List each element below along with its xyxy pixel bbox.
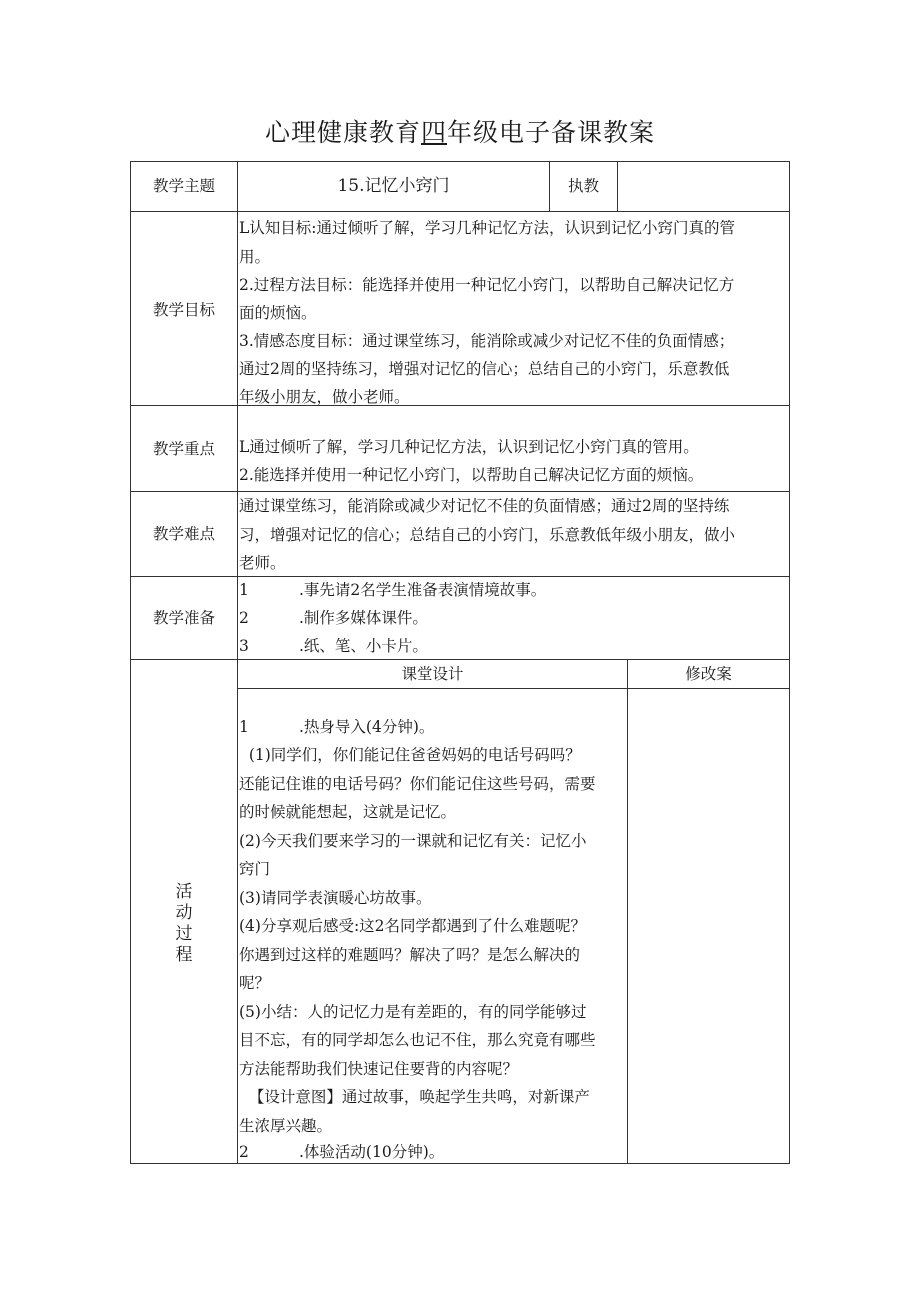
design-line: 还能记住谁的电话号码？你们能记住这些号码，需要 (239, 775, 596, 793)
step-heading: 2 .体验活动(10分钟)。 (239, 1143, 445, 1161)
design-line: 生浓厚兴趣。 (239, 1117, 333, 1135)
goals-line: 通过2周的坚持练习，增强对记忆的信心；总结自己的小窍门，乐意教低 (239, 360, 730, 378)
design-line: 方法能帮助我们快速记住要背的内容呢？ (239, 1060, 519, 1078)
goals-line: 3.情感态度目标：通过课堂练习，能消除或减少对记忆不佳的负面情感； (239, 332, 735, 350)
goals-line: 2.过程方法目标：能选择并使用一种记忆小窍门，以帮助自己解决记忆方 (239, 276, 735, 294)
step-heading: 1 .热身导入(4分钟)。 (239, 718, 435, 736)
goals-line: 年级小朋友，做小老师。 (239, 388, 410, 406)
design-line: 目不忘，有的同学却怎么也记不住，那么究竟有哪些 (239, 1031, 596, 1049)
topic-value: 15.记忆小窍门 (337, 176, 450, 196)
design-line: (2)今天我们要来学习的一课就和记忆有关：记忆小 (239, 832, 587, 850)
prep-label: 教学准备 (152, 609, 215, 627)
goals-line: L认知目标:通过倾听了解，学习几种记忆方法，认识到记忆小窍门真的管 (239, 219, 736, 237)
key-label: 教学重点 (152, 440, 215, 458)
topic-label: 教学主题 (152, 177, 215, 195)
design-line: 窍门 (239, 860, 271, 878)
page-title: 心理健康教育四年级电子备课教案 (264, 118, 656, 147)
key-line: L通过倾听了解，学习几种记忆方法，认识到记忆小窍门真的管用。 (239, 438, 699, 456)
design-line: 呢？ (239, 974, 271, 992)
prep-item: 2 .制作多媒体课件。 (239, 609, 428, 627)
design-line: (4)分享观后感受:这2名同学都遇到了什么难题呢？ (239, 917, 587, 935)
goals-label: 教学目标 (152, 301, 215, 319)
key-line: 2.能选择并使用一种记忆小窍门，以帮助自己解决记忆方面的烦恼。 (239, 466, 704, 484)
design-line: 【设计意图】通过故事，唤起学生共鸣，对新课产 (239, 1088, 590, 1106)
process-label: 活 动 过 程 (175, 882, 193, 965)
difficulty-line: 老师。 (239, 554, 286, 572)
prep-item: 3 .纸、笔、小卡片。 (239, 637, 428, 655)
revise-column-header: 修改案 (685, 665, 732, 683)
goals-line: 面的烦恼。 (239, 304, 317, 322)
difficulty-line: 通过课堂练习，能消除或减少对记忆不佳的负面情感；通过2周的坚持练 (239, 497, 730, 515)
teacher-label: 执教 (567, 177, 599, 195)
design-line: 你遇到过这样的难题吗？解决了吗？是怎么解决的 (239, 946, 581, 964)
difficulty-line: 习，增强对记忆的信心；总结自己的小窍门，乐意教低年级小朋友，做小 (239, 526, 736, 544)
design-line: (3)请同学表演暖心坊故事。 (239, 889, 432, 907)
difficulty-label: 教学难点 (152, 525, 215, 543)
design-line: (1)同学们，你们能记住爸爸妈妈的电话号码吗？ (239, 746, 581, 764)
prep-item: 1 .事先请2名学生准备表演情境故事。 (239, 581, 547, 599)
design-column-header: 课堂设计 (401, 665, 464, 683)
design-line: 的时候就能想起，这就是记忆。 (239, 803, 457, 821)
goals-line: 用。 (239, 248, 271, 266)
design-line: (5)小结：人的记忆力是有差距的，有的同学能够过 (239, 1003, 587, 1021)
